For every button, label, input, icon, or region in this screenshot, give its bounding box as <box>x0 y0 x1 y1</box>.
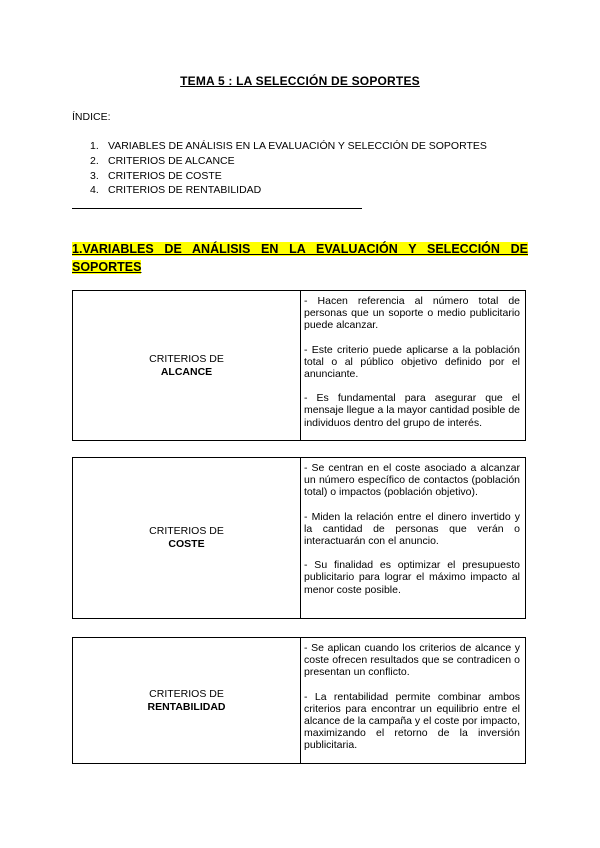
index-item-text: CRITERIOS DE RENTABILIDAD <box>108 184 262 197</box>
criteria-paragraph: - Miden la relación entre el dinero invertido y la cantidad de personas que verán o interactuarán con el anuncio. <box>304 510 520 548</box>
criteria-description-cell <box>301 291 525 440</box>
index-item <box>90 183 487 198</box>
index-item-number: 4. <box>90 184 99 197</box>
criteria-paragraph: - Este criterio puede aplicarse a la población total o al público objetivo definido por el anunciante. <box>304 343 520 381</box>
criteria-label-cell <box>73 638 301 763</box>
index-label: ÍNDICE: <box>72 111 111 123</box>
criteria-label-line2: RENTABILIDAD <box>147 700 226 713</box>
section-heading-text: 1.VARIABLES DE ANÁLISIS EN LA EVALUACIÓN Y SELECCIÓN DE SOPORTES <box>72 242 528 274</box>
index-item-text: CRITERIOS DE COSTE <box>108 169 222 182</box>
divider-rule <box>72 208 362 209</box>
criteria-label-cell <box>73 291 301 440</box>
criteria-label-line2: ALCANCE <box>160 365 213 378</box>
page-title: TEMA 5 : LA SELECCIÓN DE SOPORTES <box>180 74 420 88</box>
criteria-paragraph: - Se centran en el coste asociado a alcanzar un número específico de contactos (población total) o impactos (población objetivo). <box>304 462 520 499</box>
index-item-number: 1. <box>90 140 99 152</box>
criteria-paragraph: - Hacen referencia al número total de personas que un soporte o medio publicitario puede alcanzar. <box>304 295 520 332</box>
criteria-label-line1: CRITERIOS DE <box>149 352 224 365</box>
index-item-text: CRITERIOS DE ALCANCE <box>108 154 235 167</box>
criteria-table-rentabilidad <box>72 637 526 764</box>
index-item <box>90 139 487 154</box>
index-item-text: VARIABLES DE ANÁLISIS EN LA EVALUACIÓN Y SELECCIÓN DE SOPORTES <box>108 140 487 152</box>
criteria-table-coste <box>72 457 526 619</box>
criteria-label-line1: CRITERIOS DE <box>149 687 224 700</box>
section-heading <box>72 240 528 276</box>
index-item-number: 2. <box>90 154 99 167</box>
criteria-label-line1: CRITERIOS DE <box>149 525 224 537</box>
index-item <box>90 154 487 169</box>
index-list <box>90 139 487 198</box>
criteria-paragraph: - Es fundamental para asegurar que el mensaje llegue a la mayor cantidad posible de individuos dentro del grupo de interés. <box>304 392 520 429</box>
criteria-table-alcance <box>72 290 526 441</box>
criteria-label-line2: COSTE <box>168 538 205 550</box>
index-item <box>90 169 487 184</box>
criteria-label-cell <box>73 458 301 618</box>
index-item-number: 3. <box>90 169 99 182</box>
criteria-description-cell <box>301 458 525 618</box>
criteria-paragraph: - La rentabilidad permite combinar ambos criterios para encontrar un equilibrio entre el alcance de la campaña y el coste por impacto, maximizando el retorno de la inversión publicitaria. <box>304 690 520 752</box>
criteria-description-cell <box>301 638 525 763</box>
criteria-paragraph: - Se aplican cuando los criterios de alcance y coste ofrecen resultados que se contradicen o presentan un conflicto. <box>304 642 520 679</box>
criteria-paragraph: - Su finalidad es optimizar el presupuesto publicitario para lograr el máximo impacto al menor coste posible. <box>304 559 520 596</box>
